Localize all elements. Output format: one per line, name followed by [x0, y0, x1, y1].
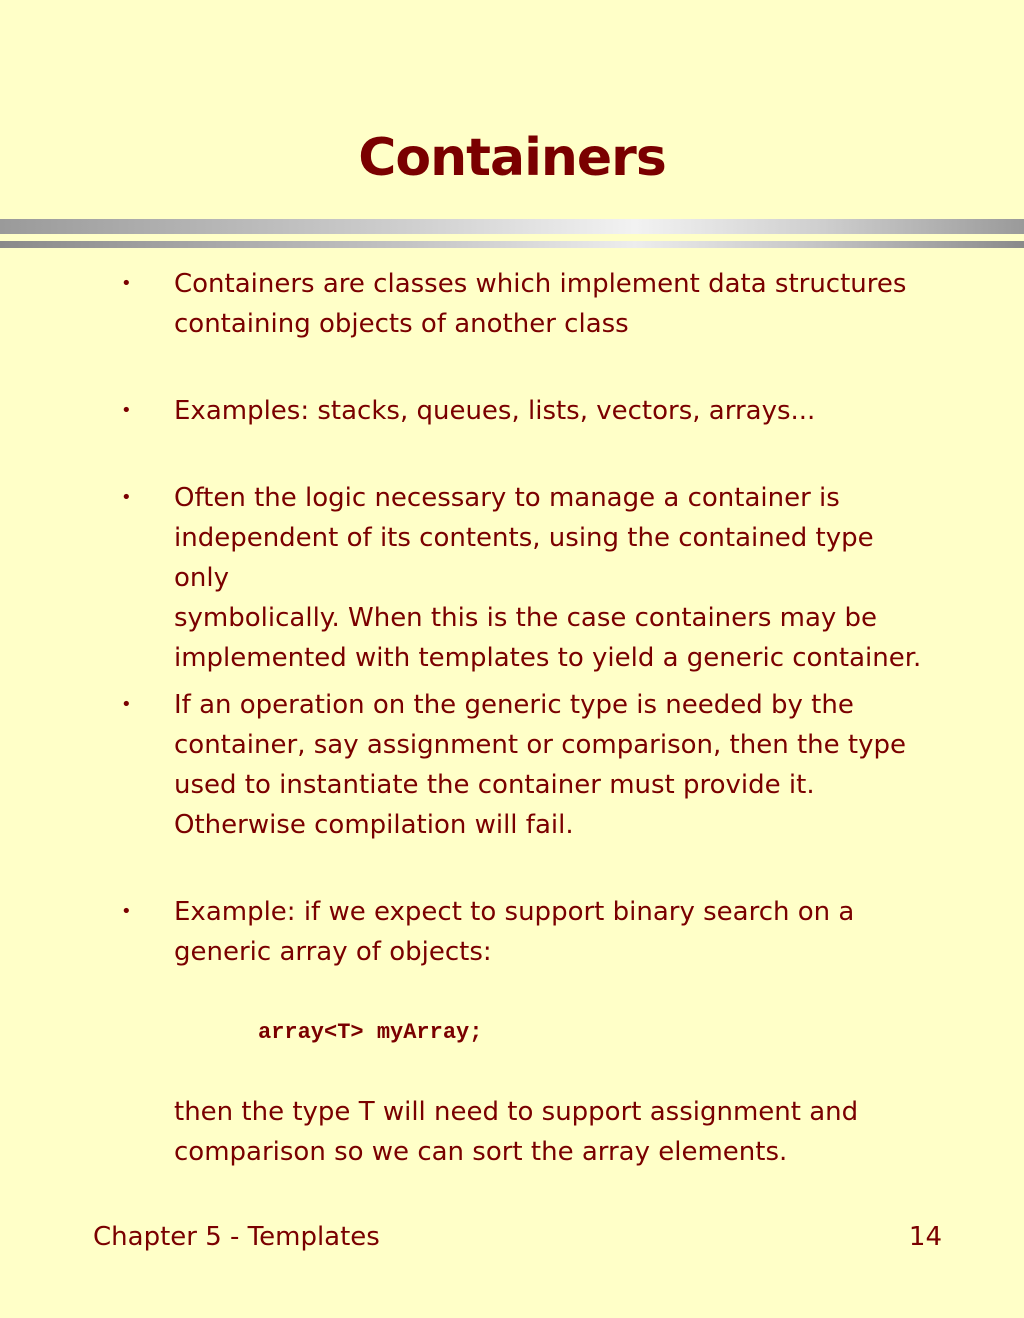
bullet-line: used to instantiate the container must provide it.: [174, 770, 815, 800]
bullet-line: Examples: stacks, queues, lists, vectors, arrays...: [174, 396, 816, 426]
continuation-line: comparison so we can sort the array elements.: [174, 1137, 788, 1167]
bullet-item-generic-logic: [174, 478, 934, 678]
title-divider-top: [0, 219, 1024, 234]
slide-title: Containers: [358, 128, 666, 188]
bullet-line: Otherwise compilation will fail.: [174, 810, 574, 840]
bullet-item-operations: [174, 685, 934, 845]
bullet-line: Often the logic necessary to manage a container is: [174, 483, 840, 513]
bullet-marker: •: [121, 694, 132, 715]
bullet-item-containers-definition: [174, 264, 934, 344]
bullet-marker: •: [121, 901, 132, 922]
bullet-marker: •: [121, 487, 132, 508]
bullet-marker: •: [121, 273, 132, 294]
continuation-line: then the type T will need to support assignment and: [174, 1097, 859, 1127]
bullet-line: symbolically. When this is the case containers may be: [174, 603, 878, 633]
footer-chapter-label: Chapter 5 - Templates: [93, 1222, 380, 1252]
code-snippet: array<T> myArray;: [258, 1020, 483, 1045]
bullet-line: Containers are classes which implement data structures: [174, 269, 907, 299]
continuation-paragraph: [174, 1092, 934, 1172]
bullet-line: If an operation on the generic type is needed by the: [174, 690, 854, 720]
title-divider-bottom: [0, 241, 1024, 248]
bullet-line: independent of its contents, using the contained type only: [174, 523, 874, 593]
footer-page-number: 14: [908, 1222, 942, 1252]
bullet-marker: •: [121, 400, 132, 421]
bullet-line: container, say assignment or comparison, then the type: [174, 730, 906, 760]
bullet-line: generic array of objects:: [174, 937, 492, 967]
bullet-line: containing objects of another class: [174, 309, 629, 339]
bullet-item-examples: [174, 391, 934, 431]
bullet-line: implemented with templates to yield a generic container.: [174, 643, 922, 673]
bullet-line: Example: if we expect to support binary search on a: [174, 897, 855, 927]
bullet-item-binary-search-example: [174, 892, 934, 972]
